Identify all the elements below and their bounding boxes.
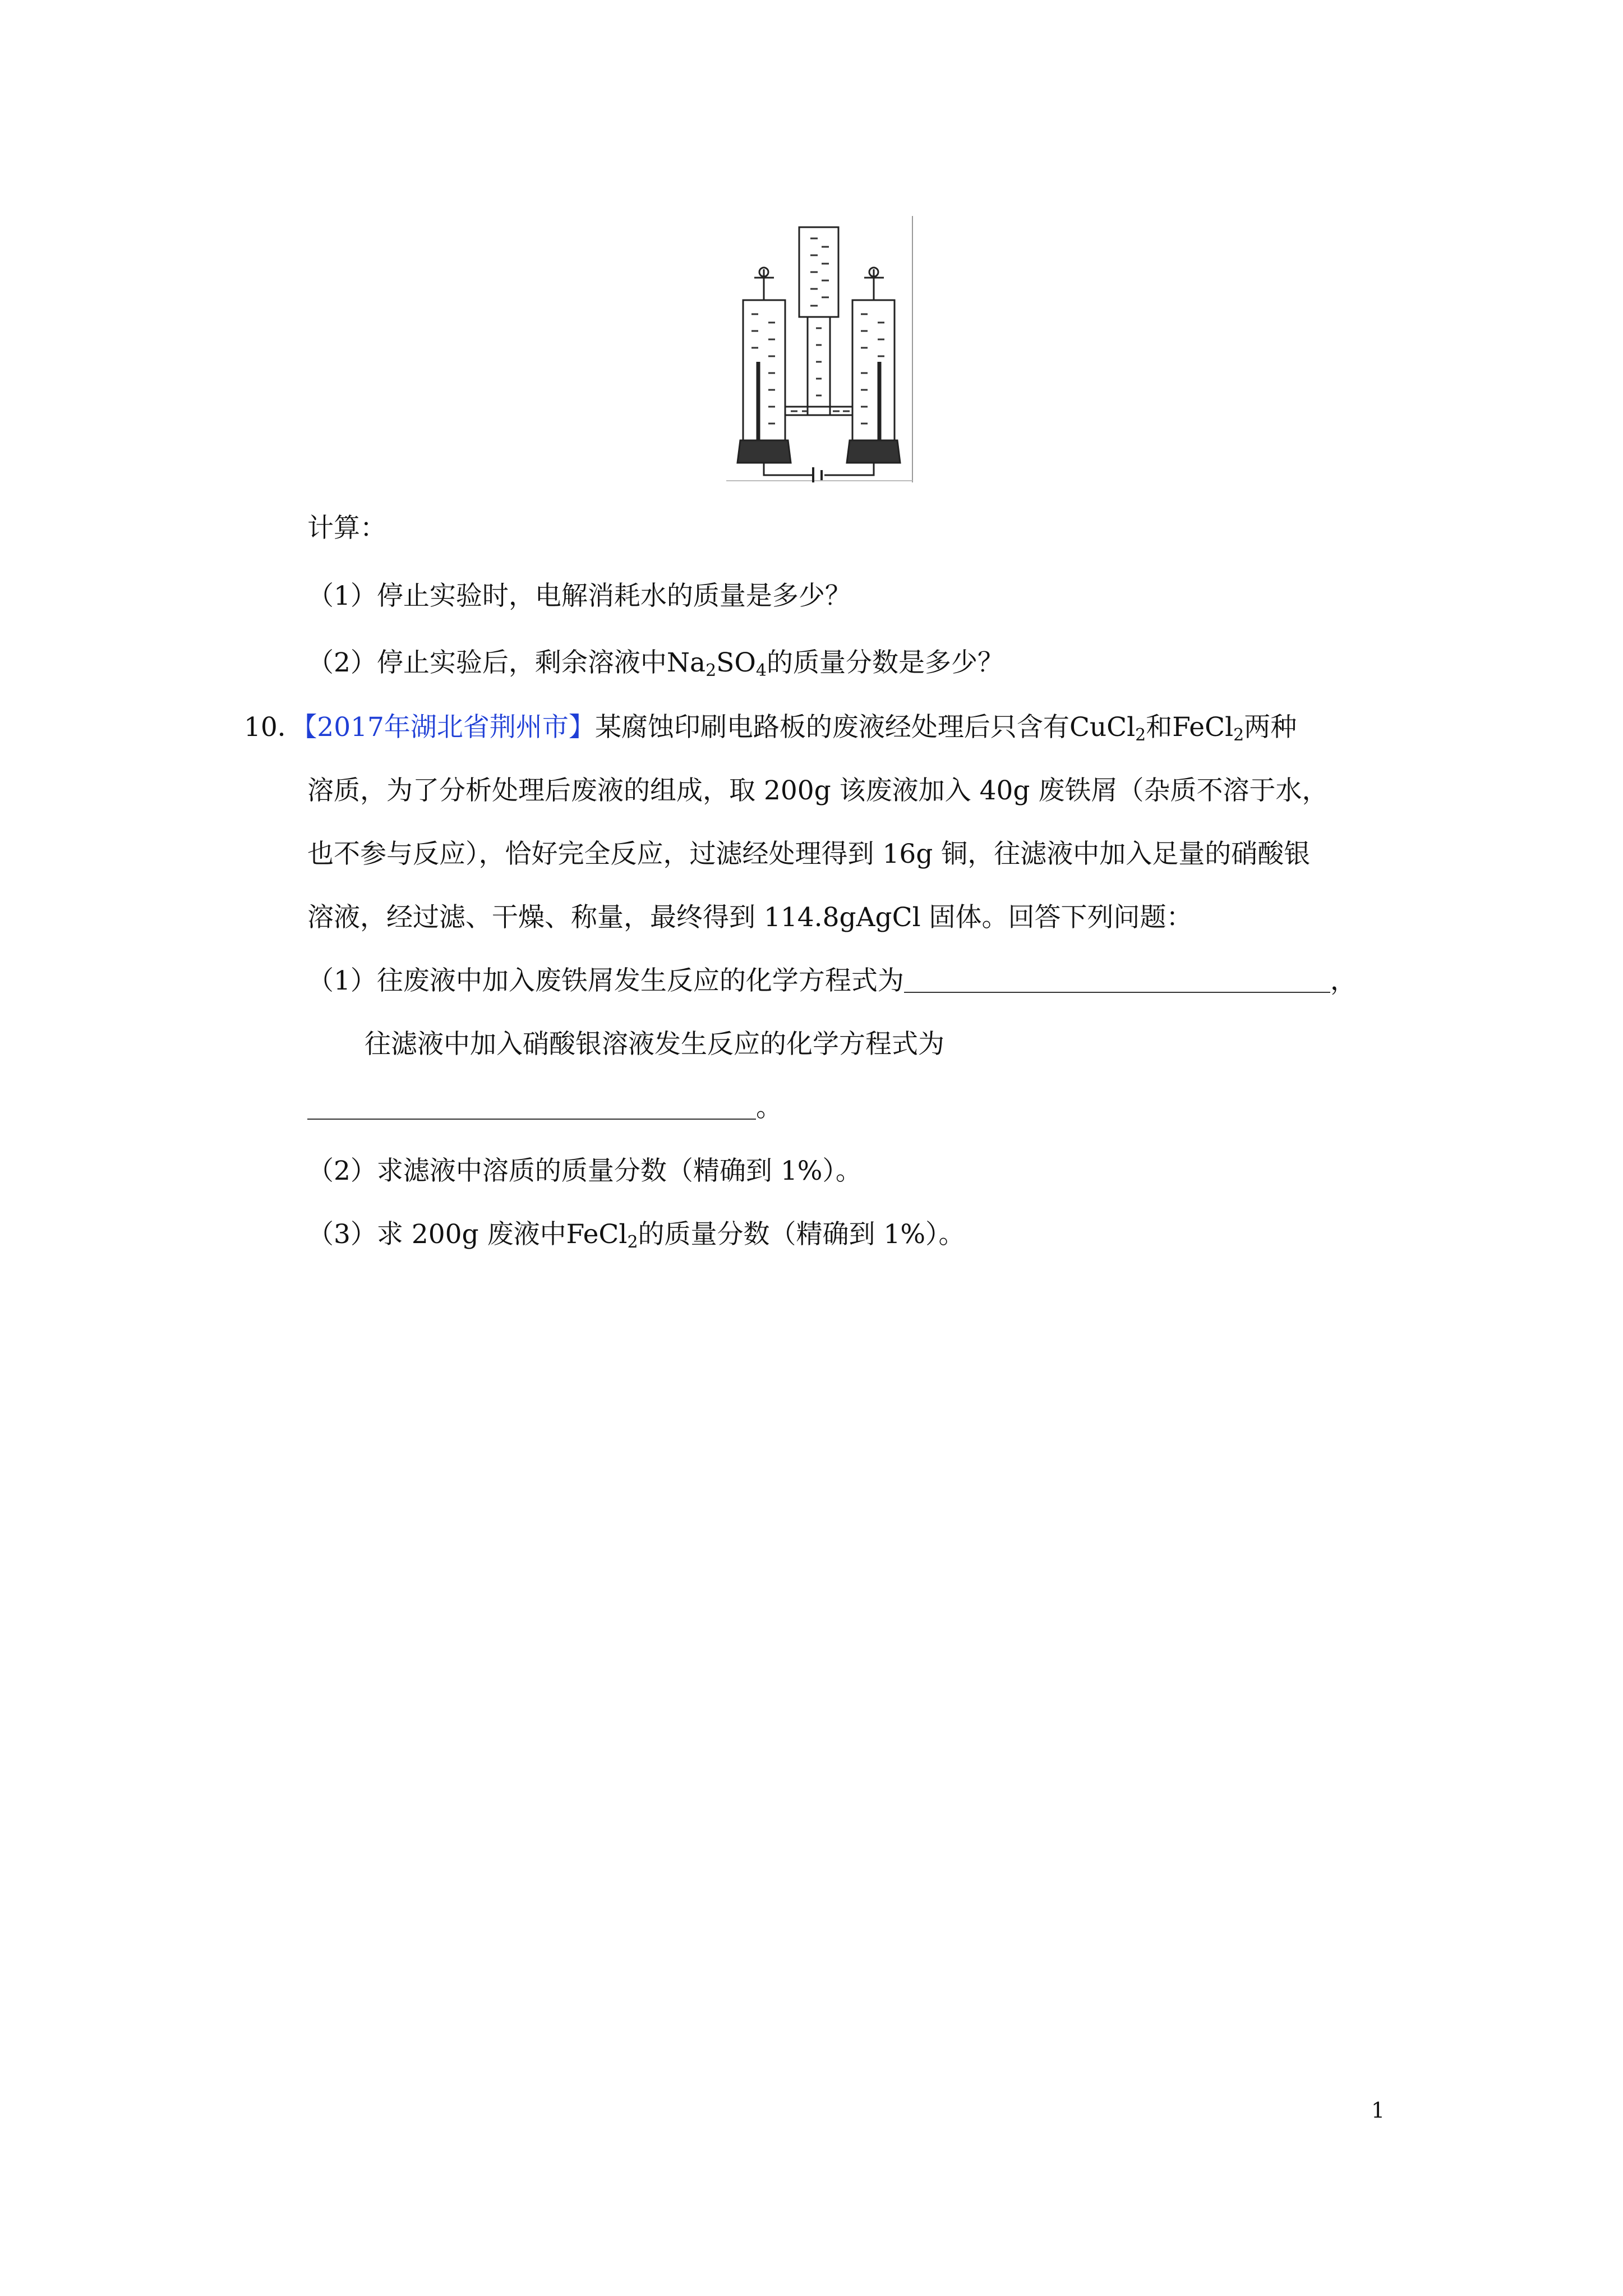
- answer-blank-2[interactable]: [307, 1094, 756, 1120]
- question-source: 【2017年湖北省荆州市】: [303, 712, 595, 743]
- q10-sub3: （3）求 200g 废液中FeCl$_2$的质量分数（精确到 1%）。: [307, 1219, 965, 1252]
- electrolysis-apparatus-figure: [723, 216, 914, 482]
- q9-sub2: （2）停止实验后，剩余溶液中$Na_2SO_4$的质量分数是多少？: [307, 647, 1004, 680]
- q10-sub1-line3: 。: [307, 1090, 782, 1126]
- page-number: 1: [1371, 2098, 1385, 2123]
- q10-line4: 溶液，经过滤、干燥、称量，最终得到 114.8gAgCl 固体。回答下列问题：: [307, 902, 1193, 933]
- q10-line1: 10．【2017年湖北省荆州市】某腐蚀印刷电路板的废液经处理后只含有CuCl$_2$和FeCl$_2$两种: [244, 712, 1297, 745]
- q10-line2: 溶质，为了分析处理后废液的组成，取 200g 该废液加入 40g 废铁屑（杂质不溶于水，: [307, 775, 1329, 806]
- q10-sub1-line2: 往滤液中加入硝酸银溶液发生反应的化学方程式为: [365, 1029, 944, 1060]
- q10-line3: 也不参与反应），恰好完全反应，过滤经处理得到 16g 铜，往滤液中加入足量的硝酸银: [307, 839, 1311, 869]
- q10-sub2: （2）求滤液中溶质的质量分数（精确到 1%）。: [307, 1156, 862, 1186]
- question-number: 10．: [244, 712, 304, 743]
- answer-blank-1[interactable]: [904, 967, 1330, 993]
- calc-label: 计算：: [307, 513, 386, 544]
- q9-sub1: （1）停止实验时，电解消耗水的质量是多少？: [307, 581, 851, 611]
- q10-sub1: （1）往废液中加入废铁屑发生反应的化学方程式为 ，: [307, 965, 1357, 996]
